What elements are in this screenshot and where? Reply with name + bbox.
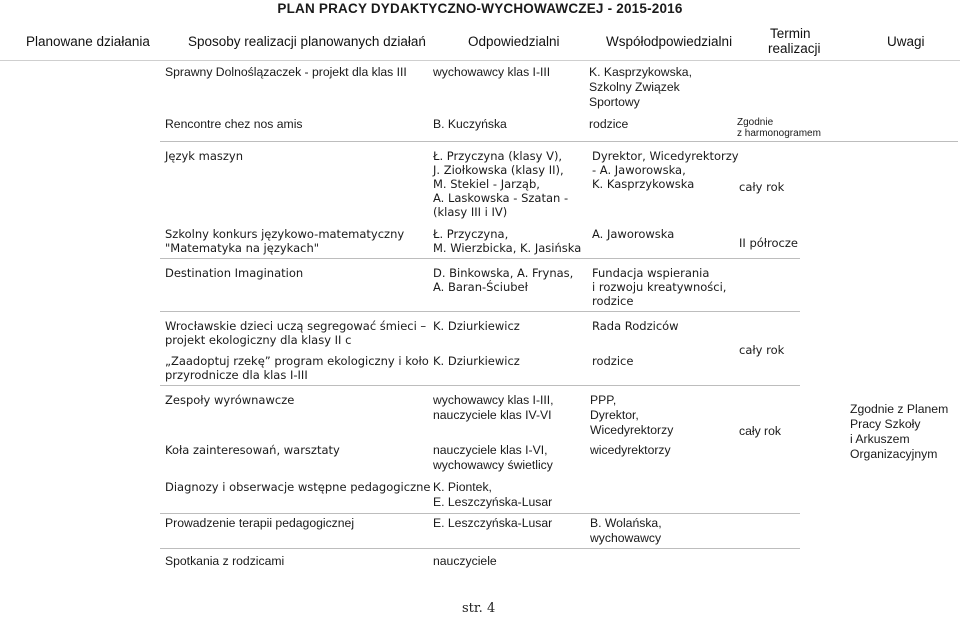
method-line: przyrodnicze dla klas I-III (165, 368, 308, 382)
header-notes: Uwagi (887, 34, 925, 49)
header-planned: Planowane działania (26, 34, 150, 49)
responsible-cell: K. Dziurkiewicz (433, 354, 520, 368)
row-divider (160, 141, 958, 142)
method-line: "Matematyka na językach" (165, 241, 320, 255)
notes-line: Zgodnie z Planem (850, 402, 949, 416)
co-responsible-line: Sportowy (589, 95, 640, 109)
responsible-line: Ł. Przyczyna, (433, 227, 509, 241)
responsible-cell: nauczyciele (433, 554, 497, 568)
header-term-2: realizacji (768, 41, 821, 56)
responsible-line: A. Laskowska - Szatan - (433, 191, 569, 205)
responsible-line: wychowawcy świetlicy (433, 458, 553, 472)
method-cell: Sprawny Dolnoślązaczek - projekt dla klas III (165, 65, 407, 79)
responsible-line: M. Wierzbicka, K. Jasińska (433, 241, 582, 255)
row-divider (160, 548, 800, 549)
co-responsible-line: Wicedyrektorzy (590, 423, 674, 437)
responsible-line: M. Stekiel - Jarząb, (433, 177, 540, 191)
responsible-line: K. Piontek, (433, 480, 492, 494)
term-line: z harmonogramem (737, 128, 821, 139)
co-responsible-line: wychowawcy (590, 531, 662, 545)
co-responsible-line: Szkolny Związek (589, 80, 680, 94)
term-line: Zgodnie (737, 117, 774, 128)
co-responsible-line: Dyrektor, Wicedyrektorzy (592, 149, 739, 163)
responsible-line: A. Baran-Ściubeł (433, 280, 528, 294)
co-responsible-cell: A. Jaworowska (592, 227, 675, 241)
notes-line: Organizacyjnym (850, 447, 938, 461)
row-divider (160, 513, 800, 514)
responsible-cell: E. Leszczyńska-Lusar (433, 516, 553, 530)
responsible-cell: wychowawcy klas I-III (433, 65, 551, 79)
responsible-line: nauczyciele klas IV-VI (433, 408, 552, 422)
term-cell: cały rok (739, 343, 785, 357)
co-responsible-line: K. Kasprzykowska (592, 177, 695, 191)
responsible-line: nauczyciele klas I-VI, (433, 443, 548, 457)
co-responsible-cell: wicedyrektorzy (590, 443, 671, 457)
co-responsible-line: i rozwoju kreatywności, (592, 280, 727, 294)
co-responsible-line: - A. Jaworowska, (592, 163, 686, 177)
responsible-line: E. Leszczyńska-Lusar (433, 495, 553, 509)
row-divider (160, 311, 800, 312)
method-cell: Język maszyn (165, 149, 243, 163)
term-cell: cały rok (739, 424, 781, 438)
method-cell: Prowadzenie terapii pedagogicznej (165, 516, 355, 530)
header-methods: Sposoby realizacji planowanych działań (188, 34, 426, 49)
header-term-1: Termin (770, 26, 811, 41)
row-divider (160, 385, 800, 386)
responsible-line: wychowawcy klas I-III, (433, 393, 554, 407)
notes-line: i Arkuszem (850, 432, 910, 446)
responsible-line: J. Ziołkowska (klasy II), (433, 163, 564, 177)
responsible-line: (klasy III i IV) (433, 205, 508, 219)
page-number: str. 4 (462, 601, 496, 616)
co-responsible-cell: rodzice (589, 117, 629, 131)
co-responsible-cell: Rada Rodziców (592, 319, 679, 333)
header-responsible: Odpowiedzialni (468, 34, 560, 49)
co-responsible-cell: rodzice (592, 354, 634, 368)
method-line: „Zaadoptuj rzekę” program ekologiczny i koło (165, 354, 429, 368)
method-cell: Spotkania z rodzicami (165, 554, 285, 568)
responsible-cell: B. Kuczyńska (433, 117, 507, 131)
row-divider (160, 258, 800, 259)
method-cell: Zespoły wyrównawcze (165, 393, 295, 407)
responsible-line: D. Binkowska, A. Frynas, (433, 266, 574, 280)
co-responsible-line: K. Kasprzykowska, (589, 65, 692, 79)
method-cell: Diagnozy i obserwacje wstępne pedagogiczne (165, 480, 431, 494)
method-line: Wrocławskie dzieci uczą segregować śmieci – (165, 319, 427, 333)
co-responsible-line: rodzice (592, 294, 634, 308)
notes-line: Pracy Szkoły (850, 417, 921, 431)
co-responsible-line: Dyrektor, (590, 408, 639, 422)
method-line: projekt ekologiczny dla klasy II c (165, 333, 352, 347)
method-line: Szkolny konkurs językowo-matematyczny (165, 227, 405, 241)
term-cell: cały rok (739, 180, 785, 194)
responsible-line: Ł. Przyczyna (klasy V), (433, 149, 563, 163)
method-cell: Rencontre chez nos amis (165, 117, 303, 131)
page-title: PLAN PRACY DYDAKTYCZNO-WYCHOWAWCZEJ - 2015-2016 (277, 1, 683, 16)
responsible-cell: K. Dziurkiewicz (433, 319, 520, 333)
term-cell: II półrocze (739, 236, 798, 250)
header-co-responsible: Współodpowiedzialni (606, 34, 733, 49)
co-responsible-line: B. Wolańska, (590, 516, 662, 530)
method-cell: Destination Imagination (165, 266, 304, 280)
method-cell: Koła zainteresowań, warsztaty (165, 443, 340, 457)
co-responsible-line: Fundacja wspierania (592, 266, 710, 280)
co-responsible-line: PPP, (590, 393, 617, 407)
